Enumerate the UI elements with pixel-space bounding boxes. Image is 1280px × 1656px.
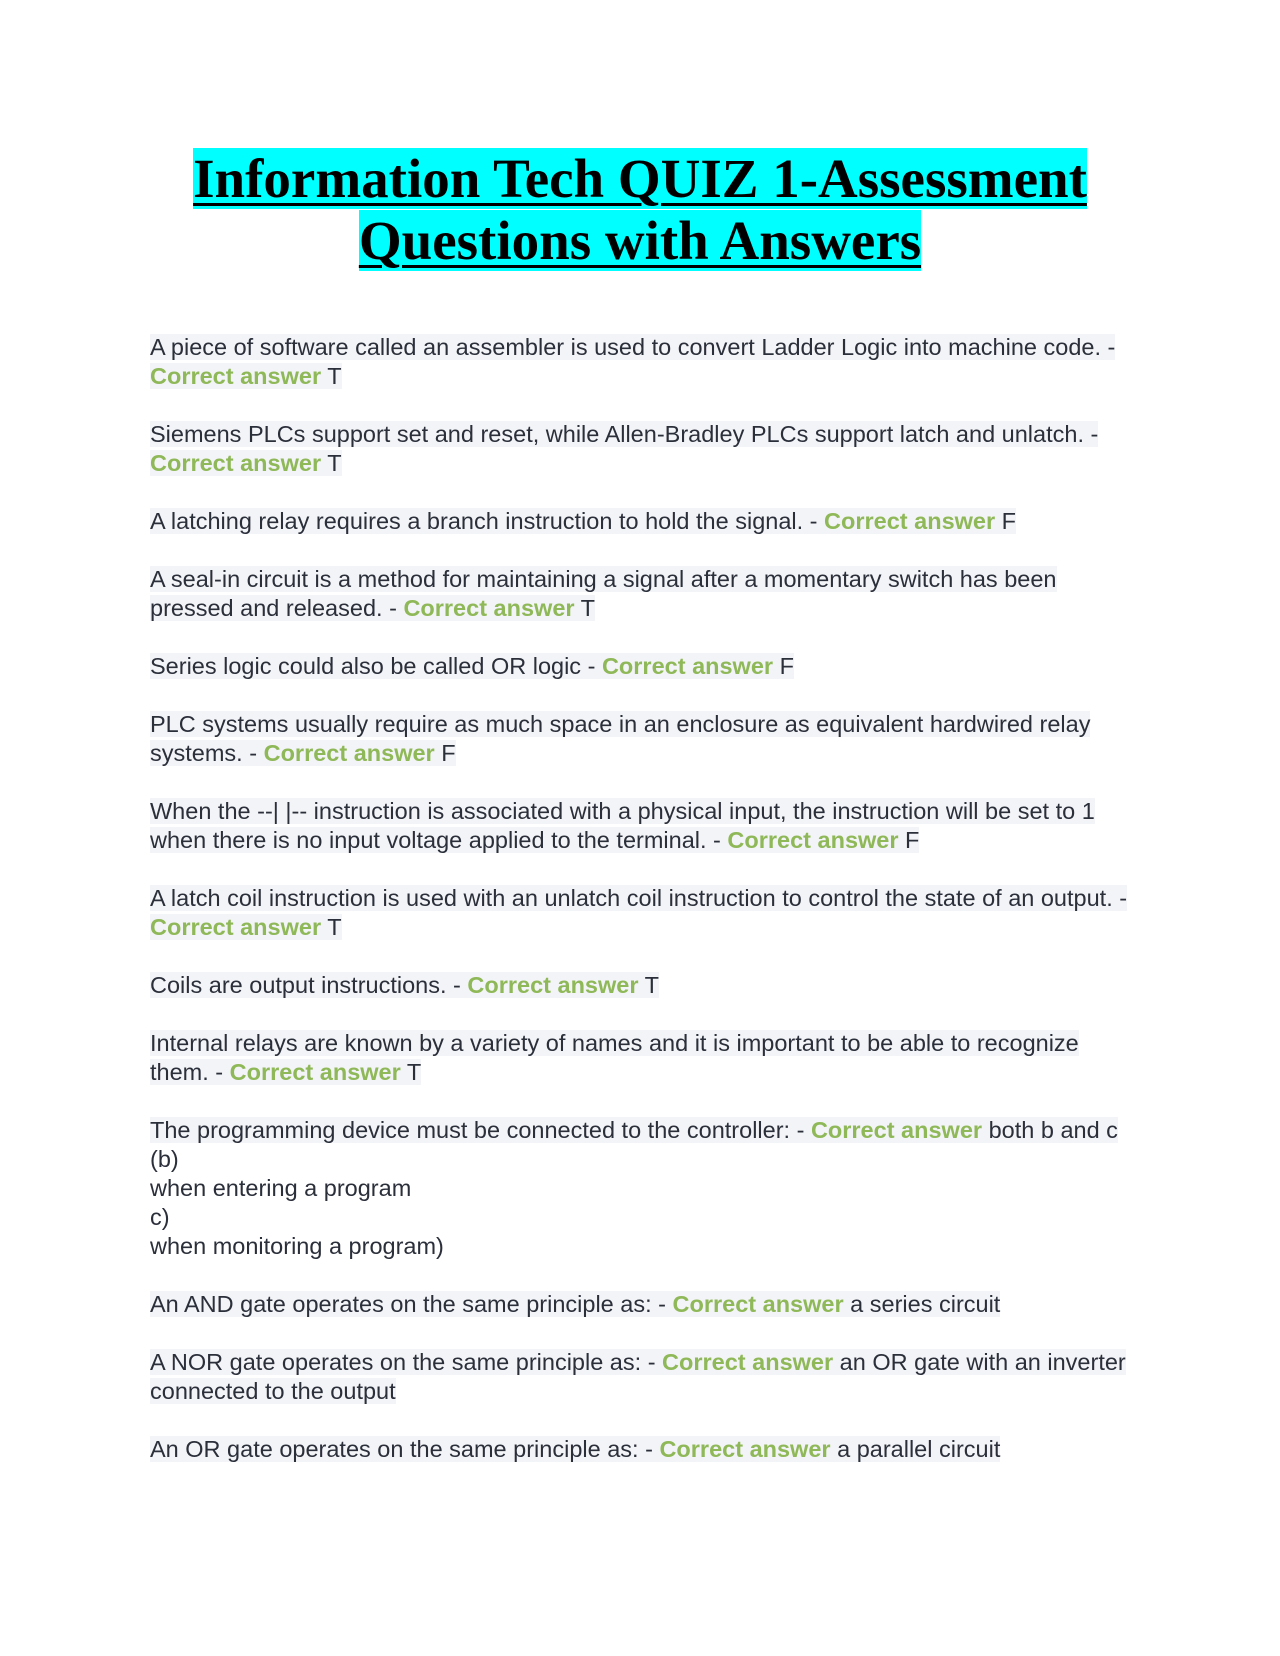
qa-item — [150, 1435, 1130, 1464]
qa-item — [150, 420, 1130, 478]
answer-text: T — [321, 363, 342, 389]
answer-text: an OR gate with an inverter connected to the output — [150, 1349, 1126, 1404]
correct-answer-label: Correct answer — [403, 595, 575, 621]
qa-item — [150, 1348, 1130, 1406]
answer-text: a series circuit — [843, 1291, 1001, 1317]
qa-item — [150, 1116, 1130, 1261]
answer-text: F — [995, 508, 1017, 534]
correct-answer-label: Correct answer — [662, 1349, 834, 1375]
question-text: The programming device must be connected to the controller: - — [150, 1117, 811, 1143]
correct-answer-label: Correct answer — [229, 1059, 401, 1085]
qa-item — [150, 565, 1130, 623]
question-text: An AND gate operates on the same principle as: - — [150, 1291, 673, 1317]
answer-text: a parallel circuit — [830, 1436, 1001, 1462]
correct-answer-label: Correct answer — [467, 972, 639, 998]
correct-answer-label: Correct answer — [672, 1291, 844, 1317]
qa-item — [150, 652, 1130, 681]
question-text: Coils are output instructions. - — [150, 972, 468, 998]
question-text: Internal relays are known by a variety of names and it is important to be able to recognize them. - — [150, 1030, 1079, 1085]
question-text: Series logic could also be called OR logic - — [150, 653, 602, 679]
qa-item — [150, 797, 1130, 855]
answer-text: both b and c — [982, 1117, 1118, 1143]
correct-answer-label: Correct answer — [601, 653, 774, 679]
correct-answer-label: Correct answer — [150, 914, 322, 940]
title-line-2: Questions with Answers — [358, 210, 922, 271]
qa-item — [150, 710, 1130, 768]
title-line-1: Information Tech QUIZ 1-Assessment — [193, 148, 1087, 209]
answer-text: T — [321, 914, 342, 940]
answer-text: T — [321, 450, 342, 476]
correct-answer-label: Correct answer — [824, 508, 996, 534]
qa-item — [150, 971, 1130, 1000]
correct-answer-label: Correct answer — [727, 827, 899, 853]
question-text: A latch coil instruction is used with an unlatch coil instruction to control the state of an output. - — [150, 885, 1128, 911]
answer-detail-line: c) — [150, 1204, 170, 1230]
correct-answer-label: Correct answer — [810, 1117, 983, 1143]
correct-answer-label: Correct answer — [150, 363, 322, 389]
question-text: A latching relay requires a branch instruction to hold the signal. - — [150, 508, 825, 534]
answer-detail-line: (b) — [150, 1146, 179, 1172]
document-title — [150, 148, 1130, 272]
answer-detail-line: when monitoring a program) — [150, 1233, 444, 1259]
answer-text: T — [638, 972, 659, 998]
correct-answer-label: Correct answer — [659, 1436, 831, 1462]
answer-text: T — [400, 1059, 422, 1085]
qa-item — [150, 507, 1130, 536]
question-text: A seal-in circuit is a method for maintaining a signal after a momentary switch has been pressed and released. - — [150, 566, 1057, 621]
answer-text: F — [434, 740, 456, 766]
question-text: Siemens PLCs support set and reset, while Allen-Bradley PLCs support latch and unlatch. - — [150, 421, 1099, 447]
question-text: A NOR gate operates on the same principle as: - — [150, 1349, 663, 1375]
qa-item — [150, 884, 1130, 942]
question-text: When the --| |-- instruction is associated with a physical input, the instruction will be set to 1 when there is no input voltage applied to the terminal. - — [150, 798, 1095, 853]
question-text: A piece of software called an assembler is used to convert Ladder Logic into machine code. - — [150, 334, 1116, 360]
qa-item — [150, 1290, 1130, 1319]
question-text: An OR gate operates on the same principle as: - — [150, 1436, 660, 1462]
answer-text: F — [773, 653, 794, 679]
answer-detail-line: when entering a program — [150, 1175, 412, 1201]
question-text: PLC systems usually require as much space in an enclosure as equivalent hardwired relay systems. - — [150, 711, 1091, 766]
qa-list — [150, 333, 1130, 1493]
qa-item — [150, 333, 1130, 391]
qa-item — [150, 1029, 1130, 1087]
correct-answer-label: Correct answer — [150, 450, 322, 476]
answer-text: T — [574, 595, 596, 621]
answer-text: F — [898, 827, 920, 853]
correct-answer-label: Correct answer — [263, 740, 435, 766]
